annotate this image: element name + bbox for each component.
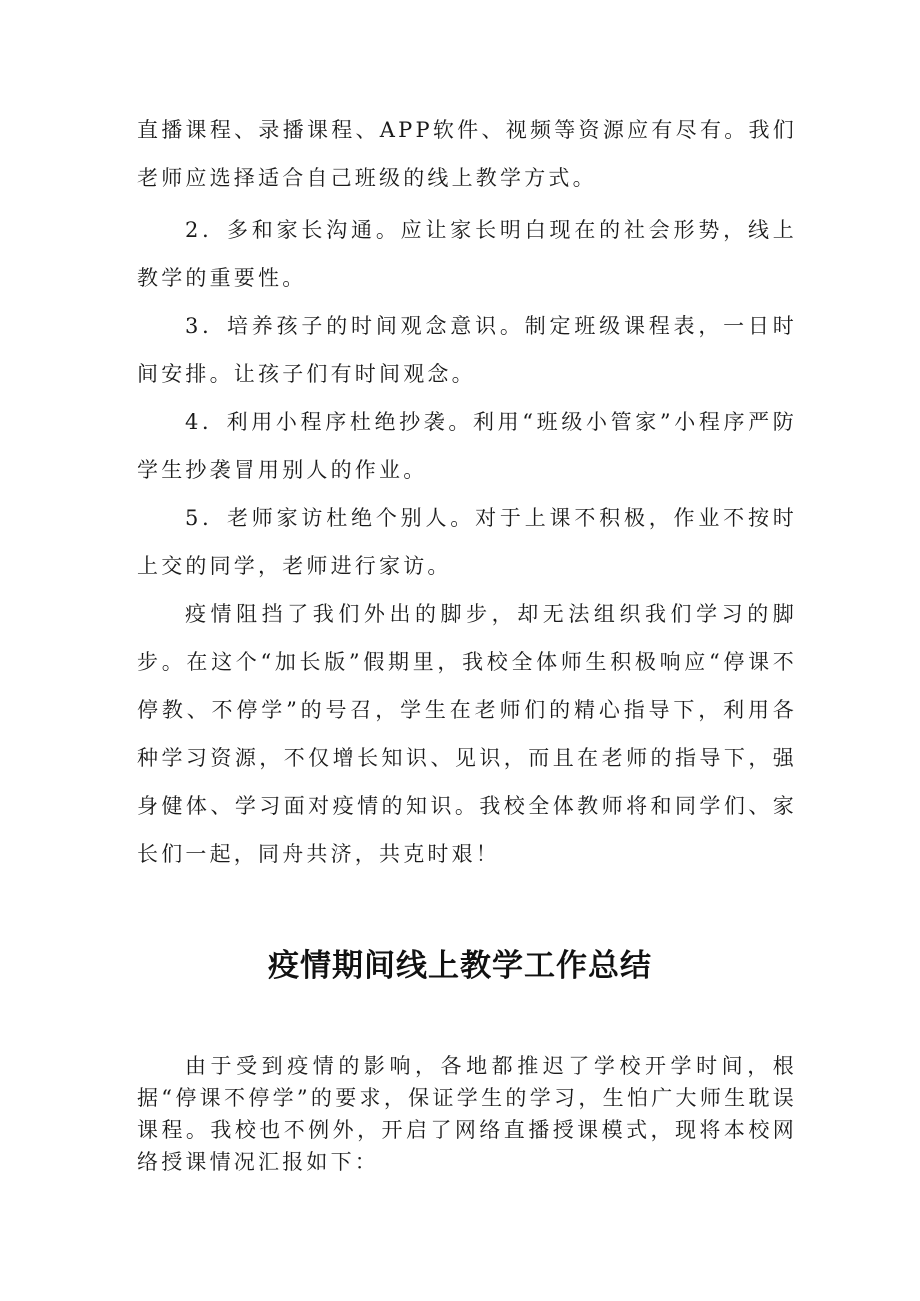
paragraph-item-3: 3．培养孩子的时间观念意识。制定班级课程表，一日时间安排。让孩子们有时间观念。 (137, 314, 797, 386)
paragraph-resources: 直播课程、录播课程、APP软件、视频等资源应有尽有。我们老师应选择适合自己班级的线上教学方式。 (137, 118, 797, 190)
paragraph-item-5: 5．老师家访杜绝个别人。对于上课不积极，作业不按时上交的同学，老师进行家访。 (137, 506, 797, 578)
paragraph-conclusion: 疫情阻挡了我们外出的脚步，却无法组织我们学习的脚步。在这个“加长版”假期里，我校全体师生积极响应“停课不停教、不停学”的号召，学生在老师们的精心指导下，利用各种学习资源，不仅增长知识、见识，而且在老师的指导下，强身健体、学习面对疫情的知识。我校全体教师将和同学们、家长们一起，同舟共济，共克时艰！ (137, 602, 797, 866)
paragraph-item-2: 2．多和家长沟通。应让家长明白现在的社会形势，线上教学的重要性。 (137, 218, 797, 290)
paragraph-intro: 由于受到疫情的影响，各地都推迟了学校开学时间，根据“停课不停学”的要求，保证学生的学习，生怕广大师生耽误课程。我校也不例外，开启了网络直播授课模式，现将本校网络授课情况汇报如下： (137, 1054, 797, 1174)
paragraph-item-4: 4．利用小程序杜绝抄袭。利用“班级小管家”小程序严防学生抄袭冒用别人的作业。 (137, 410, 797, 482)
section-title: 疫情期间线上教学工作总结 (268, 948, 652, 984)
